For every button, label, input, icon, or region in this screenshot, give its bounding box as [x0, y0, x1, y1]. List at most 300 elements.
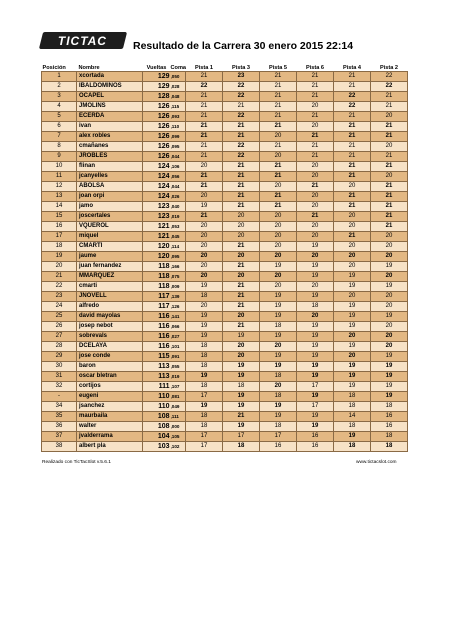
pista-5-cell: 21: [260, 162, 297, 172]
pista-6-cell: 19: [297, 362, 334, 372]
pista-2-cell: 20: [371, 172, 408, 182]
pista-3-cell: 20: [223, 232, 260, 242]
pista-6-cell: 21: [297, 132, 334, 142]
laps-cell: 126: [143, 112, 171, 122]
pista-3-cell: 22: [223, 92, 260, 102]
pista-3-cell: 21: [223, 182, 260, 192]
pista-4-cell: 21: [334, 202, 371, 212]
pista-5-cell: 16: [260, 442, 297, 452]
pista-6-cell: 21: [297, 72, 334, 82]
pista-1-cell: 21: [186, 122, 223, 132]
pista-1-cell: 18: [186, 342, 223, 352]
name-cell: walter: [77, 422, 143, 432]
pista-1-cell: 20: [186, 162, 223, 172]
table-row: [42, 232, 408, 242]
name-cell: cmañanes: [77, 142, 143, 152]
laps-cell: 124: [143, 162, 171, 172]
pista-3-cell: 23: [223, 72, 260, 82]
table-row: [42, 302, 408, 312]
laps-cell: 118: [143, 282, 171, 292]
pista-2-cell: 19: [371, 262, 408, 272]
pista-5-cell: 20: [260, 282, 297, 292]
table-row: [42, 272, 408, 282]
pista-5-cell: 19: [260, 302, 297, 312]
pista-4-cell: 14: [334, 412, 371, 422]
pista-1-cell: 20: [186, 302, 223, 312]
pista-1-cell: 21: [186, 102, 223, 112]
laps-cell: 124: [143, 172, 171, 182]
laps-cell: 123: [143, 202, 171, 212]
name-cell: baron: [77, 362, 143, 372]
pista-6-cell: 19: [297, 342, 334, 352]
position-cell: 26: [42, 322, 77, 332]
pista-3-cell: 19: [223, 362, 260, 372]
pista-3-cell: 22: [223, 152, 260, 162]
pista-3-cell: 20: [223, 272, 260, 282]
pista-6-cell: 19: [297, 322, 334, 332]
name-cell: sobrevals: [77, 332, 143, 342]
pista-6-cell: 20: [297, 172, 334, 182]
pista-6-cell: 21: [297, 112, 334, 122]
pista-3-cell: 20: [223, 252, 260, 262]
pista-4-cell: 21: [334, 232, 371, 242]
pista-6-cell: 19: [297, 412, 334, 422]
pista-4-cell: 20: [334, 182, 371, 192]
position-cell: 4: [42, 102, 77, 112]
pista-3-cell: 18: [223, 382, 260, 392]
name-cell: xcortada: [77, 72, 143, 82]
laps-cell: 113: [143, 372, 171, 382]
laps-cell: 120: [143, 252, 171, 262]
pista-3-cell: 21: [223, 122, 260, 132]
pista-4-cell: 21: [334, 132, 371, 142]
fraction-cell: ,066: [171, 322, 186, 332]
pista-3-cell: 21: [223, 172, 260, 182]
name-cell: albert pla: [77, 442, 143, 452]
table-row: [42, 222, 408, 232]
pista-4-cell: 20: [334, 222, 371, 232]
name-cell: JNOVELL: [77, 292, 143, 302]
fraction-cell: ,019: [171, 372, 186, 382]
fraction-cell: ,040: [171, 202, 186, 212]
pista-4-cell: 21: [334, 152, 371, 162]
position-cell: 14: [42, 202, 77, 212]
pista-2-cell: 19: [371, 312, 408, 322]
position-cell: 7: [42, 132, 77, 142]
column-header-nombre: Nombre: [78, 65, 100, 71]
pista-1-cell: 18: [186, 292, 223, 302]
table-row: [42, 242, 408, 252]
laps-cell: 110: [143, 392, 171, 402]
pista-4-cell: 18: [334, 442, 371, 452]
column-header-pista-3: Pista 3: [231, 65, 251, 71]
pista-4-cell: 21: [334, 162, 371, 172]
pista-1-cell: 19: [186, 202, 223, 212]
pista-3-cell: 21: [223, 322, 260, 332]
pista-3-cell: 20: [223, 212, 260, 222]
pista-2-cell: 19: [371, 282, 408, 292]
fraction-cell: ,048: [171, 92, 186, 102]
position-cell: 16: [42, 222, 77, 232]
name-cell: OCAPEL: [77, 92, 143, 102]
position-cell: 2: [42, 82, 77, 92]
name-cell: jose conde: [77, 352, 143, 362]
laps-cell: 108: [143, 422, 171, 432]
position-cell: 10: [42, 162, 77, 172]
laps-cell: 118: [143, 262, 171, 272]
fraction-cell: ,115: [171, 102, 186, 112]
pista-3-cell: 17: [223, 432, 260, 442]
name-cell: jvalderrama: [77, 432, 143, 442]
pista-5-cell: 19: [260, 262, 297, 272]
table-row: [42, 82, 408, 92]
table-row: [42, 192, 408, 202]
results-table: [41, 63, 408, 452]
pista-1-cell: 21: [186, 132, 223, 142]
fraction-cell: ,075: [171, 272, 186, 282]
table-row: [42, 282, 408, 292]
fraction-cell: ,095: [171, 142, 186, 152]
pista-6-cell: 17: [297, 402, 334, 412]
pista-5-cell: 20: [260, 382, 297, 392]
pista-5-cell: 21: [260, 102, 297, 112]
name-cell: jsanchez: [77, 402, 143, 412]
pista-3-cell: 19: [223, 332, 260, 342]
table-row: [42, 112, 408, 122]
pista-1-cell: 20: [186, 242, 223, 252]
table-row: [42, 352, 408, 362]
column-header-pista-6: Pista 6: [305, 65, 325, 71]
pista-1-cell: 19: [186, 282, 223, 292]
laps-cell: 126: [143, 122, 171, 132]
table-row: [42, 322, 408, 332]
name-cell: jamo: [77, 202, 143, 212]
position-cell: 11: [42, 172, 77, 182]
pista-4-cell: 21: [334, 142, 371, 152]
position-cell: 22: [42, 282, 77, 292]
table-row: [42, 212, 408, 222]
pista-5-cell: 19: [260, 292, 297, 302]
fraction-cell: ,053: [171, 222, 186, 232]
pista-1-cell: 18: [186, 382, 223, 392]
pista-2-cell: 20: [371, 292, 408, 302]
pista-1-cell: 20: [186, 192, 223, 202]
fraction-cell: ,093: [171, 112, 186, 122]
pista-2-cell: 20: [371, 322, 408, 332]
column-header-pista-2: Pista 2: [379, 65, 399, 71]
laps-cell: 116: [143, 312, 171, 322]
pista-4-cell: 22: [334, 102, 371, 112]
name-cell: ivan: [77, 122, 143, 132]
fraction-cell: ,111: [171, 412, 186, 422]
pista-6-cell: 17: [297, 382, 334, 392]
position-cell: 31: [42, 372, 77, 382]
pista-6-cell: 20: [297, 312, 334, 322]
fraction-cell: ,056: [171, 172, 186, 182]
laps-cell: 120: [143, 242, 171, 252]
fraction-cell: ,126: [171, 302, 186, 312]
pista-3-cell: 20: [223, 352, 260, 362]
pista-6-cell: 20: [297, 282, 334, 292]
fraction-cell: ,106: [171, 162, 186, 172]
fraction-cell: ,105: [171, 432, 186, 442]
position-cell: 9: [42, 152, 77, 162]
fraction-cell: ,019: [171, 212, 186, 222]
pista-1-cell: 21: [186, 112, 223, 122]
table-row: [42, 372, 408, 382]
laps-cell: 126: [143, 142, 171, 152]
table-row: [42, 162, 408, 172]
pista-5-cell: 21: [260, 122, 297, 132]
table-row: [42, 152, 408, 162]
table-row: [42, 292, 408, 302]
laps-cell: 113: [143, 362, 171, 372]
page-title: Resultado de la Carrera 30 enero 2015 22:14: [133, 40, 354, 52]
fraction-cell: ,091: [171, 352, 186, 362]
name-cell: VQUEROL: [77, 222, 143, 232]
pista-1-cell: 19: [186, 372, 223, 382]
name-cell: cortijos: [77, 382, 143, 392]
fraction-cell: ,027: [171, 332, 186, 342]
column-header-pista-1: Pista 1: [194, 65, 214, 71]
position-cell: 3: [42, 92, 77, 102]
position-cell: 38: [42, 442, 77, 452]
position-cell: 28: [42, 342, 77, 352]
pista-3-cell: 21: [223, 412, 260, 422]
pista-1-cell: 21: [186, 172, 223, 182]
position-cell: 35: [42, 412, 77, 422]
name-cell: IBALDOMINOS: [77, 82, 143, 92]
pista-5-cell: 20: [260, 182, 297, 192]
pista-4-cell: 20: [334, 292, 371, 302]
pista-6-cell: 21: [297, 152, 334, 162]
pista-6-cell: 20: [297, 102, 334, 112]
pista-2-cell: 19: [371, 362, 408, 372]
pista-1-cell: 21: [186, 212, 223, 222]
pista-4-cell: 19: [334, 282, 371, 292]
table-row: [42, 362, 408, 372]
pista-4-cell: 21: [334, 112, 371, 122]
position-cell: 37: [42, 432, 77, 442]
pista-4-cell: 21: [334, 172, 371, 182]
name-cell: alfredo: [77, 302, 143, 312]
table-row: [42, 332, 408, 342]
table-row: [42, 402, 408, 412]
pista-2-cell: 20: [371, 332, 408, 342]
name-cell: david mayolas: [77, 312, 143, 322]
pista-3-cell: 21: [223, 302, 260, 312]
table-row: [42, 172, 408, 182]
name-cell: maurbaila: [77, 412, 143, 422]
pista-2-cell: 19: [371, 392, 408, 402]
table-row: [42, 182, 408, 192]
name-cell: jcanyelles: [77, 172, 143, 182]
pista-5-cell: 21: [260, 112, 297, 122]
pista-4-cell: 20: [334, 352, 371, 362]
position-cell: 5: [42, 112, 77, 122]
name-cell: josep nebot: [77, 322, 143, 332]
column-header-posicion: Posición: [42, 65, 66, 71]
fraction-cell: ,110: [171, 122, 186, 132]
name-cell: CMARTI: [77, 242, 143, 252]
pista-6-cell: 21: [297, 82, 334, 92]
fraction-cell: ,044: [171, 152, 186, 162]
pista-1-cell: 18: [186, 362, 223, 372]
pista-3-cell: 19: [223, 422, 260, 432]
fraction-cell: ,081: [171, 392, 186, 402]
pista-6-cell: 19: [297, 422, 334, 432]
pista-6-cell: 20: [297, 122, 334, 132]
pista-4-cell: 21: [334, 82, 371, 92]
pista-6-cell: 19: [297, 292, 334, 302]
laps-cell: 108: [143, 412, 171, 422]
pista-2-cell: 21: [371, 92, 408, 102]
pista-2-cell: 18: [371, 432, 408, 442]
pista-5-cell: 20: [260, 212, 297, 222]
pista-5-cell: 17: [260, 432, 297, 442]
table-row: [42, 132, 408, 142]
pista-2-cell: 21: [371, 152, 408, 162]
pista-3-cell: 21: [223, 202, 260, 212]
pista-4-cell: 20: [334, 262, 371, 272]
table-row: [42, 102, 408, 112]
pista-2-cell: 18: [371, 402, 408, 412]
position-cell: 25: [42, 312, 77, 322]
pista-1-cell: 20: [186, 272, 223, 282]
pista-1-cell: 18: [186, 412, 223, 422]
name-cell: ECERDA: [77, 112, 143, 122]
pista-2-cell: 21: [371, 202, 408, 212]
pista-1-cell: 17: [186, 442, 223, 452]
pista-5-cell: 20: [260, 222, 297, 232]
pista-1-cell: 18: [186, 422, 223, 432]
fraction-cell: ,101: [171, 342, 186, 352]
pista-4-cell: 19: [334, 372, 371, 382]
pista-6-cell: 21: [297, 142, 334, 152]
position-cell: 32: [42, 382, 77, 392]
pista-1-cell: 19: [186, 312, 223, 322]
column-header-pista-4: Pista 4: [342, 65, 362, 71]
laps-cell: 129: [143, 72, 171, 82]
laps-cell: 116: [143, 342, 171, 352]
laps-cell: 126: [143, 152, 171, 162]
pista-4-cell: 20: [334, 252, 371, 262]
footer-website: www.tictacslot.com: [356, 460, 397, 465]
table-row: [42, 412, 408, 422]
pista-1-cell: 21: [186, 72, 223, 82]
table-row: [42, 142, 408, 152]
pista-6-cell: 20: [297, 162, 334, 172]
pista-6-cell: 20: [297, 192, 334, 202]
name-cell: oscar bletran: [77, 372, 143, 382]
pista-2-cell: 21: [371, 132, 408, 142]
fraction-cell: ,139: [171, 292, 186, 302]
pista-5-cell: 19: [260, 312, 297, 322]
pista-3-cell: 19: [223, 402, 260, 412]
position-cell: 15: [42, 212, 77, 222]
pista-4-cell: 19: [334, 382, 371, 392]
pista-2-cell: 16: [371, 422, 408, 432]
fraction-cell: ,026: [171, 192, 186, 202]
table-row: [42, 312, 408, 322]
pista-2-cell: 19: [371, 382, 408, 392]
table-row: [42, 432, 408, 442]
pista-1-cell: 21: [186, 152, 223, 162]
pista-3-cell: 21: [223, 192, 260, 202]
header-row: [42, 63, 408, 72]
pista-5-cell: 19: [260, 412, 297, 422]
pista-1-cell: 18: [186, 352, 223, 362]
pista-1-cell: 17: [186, 432, 223, 442]
pista-2-cell: 21: [371, 222, 408, 232]
fraction-cell: ,055: [171, 362, 186, 372]
name-cell: JMOLINS: [77, 102, 143, 112]
pista-1-cell: 21: [186, 92, 223, 102]
pista-3-cell: 21: [223, 242, 260, 252]
pista-3-cell: 20: [223, 222, 260, 232]
pista-2-cell: 20: [371, 272, 408, 282]
pista-1-cell: 17: [186, 392, 223, 402]
position-cell: -: [42, 392, 77, 402]
results-body: [42, 72, 408, 452]
laps-cell: 118: [143, 272, 171, 282]
pista-4-cell: 19: [334, 342, 371, 352]
pista-2-cell: 20: [371, 232, 408, 242]
pista-5-cell: 21: [260, 82, 297, 92]
pista-4-cell: 20: [334, 332, 371, 342]
column-header-coma: Coma: [170, 65, 187, 71]
pista-2-cell: 21: [371, 192, 408, 202]
position-cell: 24: [42, 302, 77, 312]
pista-4-cell: 19: [334, 272, 371, 282]
pista-3-cell: 19: [223, 392, 260, 402]
position-cell: 29: [42, 352, 77, 362]
pista-5-cell: 20: [260, 252, 297, 262]
fraction-cell: ,044: [171, 182, 186, 192]
position-cell: 6: [42, 122, 77, 132]
pista-4-cell: 21: [334, 72, 371, 82]
fraction-cell: ,107: [171, 382, 186, 392]
pista-3-cell: 20: [223, 342, 260, 352]
pista-2-cell: 20: [371, 242, 408, 252]
fraction-cell: ,049: [171, 402, 186, 412]
position-cell: 30: [42, 362, 77, 372]
laps-cell: 104: [143, 432, 171, 442]
position-cell: 13: [42, 192, 77, 202]
pista-1-cell: 19: [186, 332, 223, 342]
name-cell: flinan: [77, 162, 143, 172]
pista-4-cell: 19: [334, 302, 371, 312]
pista-4-cell: 20: [334, 242, 371, 252]
pista-3-cell: 21: [223, 262, 260, 272]
position-cell: 8: [42, 142, 77, 152]
pista-1-cell: 19: [186, 322, 223, 332]
name-cell: juan fernandez: [77, 262, 143, 272]
pista-5-cell: 21: [260, 92, 297, 102]
pista-5-cell: 21: [260, 192, 297, 202]
pista-5-cell: 21: [260, 142, 297, 152]
pista-4-cell: 19: [334, 312, 371, 322]
laps-cell: 124: [143, 192, 171, 202]
position-cell: 20: [42, 262, 77, 272]
pista-5-cell: 18: [260, 372, 297, 382]
laps-cell: 123: [143, 212, 171, 222]
pista-2-cell: 21: [371, 102, 408, 112]
pista-2-cell: 21: [371, 122, 408, 132]
laps-cell: 126: [143, 102, 171, 112]
laps-cell: 126: [143, 132, 171, 142]
fraction-cell: ,166: [171, 262, 186, 272]
